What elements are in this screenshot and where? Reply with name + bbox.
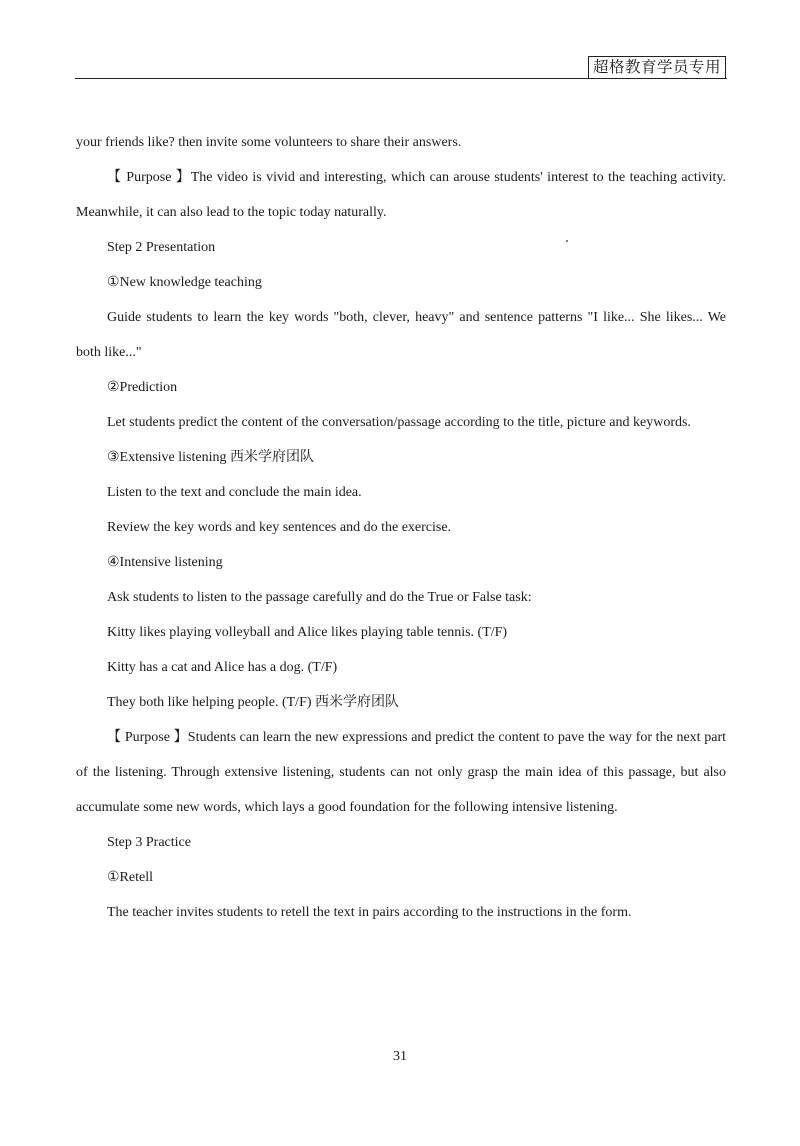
body-paragraph: Guide students to learn the key words "both, clever, heavy" and sentence patterns "I like... She likes... We both like..." (76, 310, 726, 360)
page-body (76, 125, 726, 930)
body-paragraph: Let students predict the content of the conversation/passage according to the title, picture and keywords. (107, 415, 691, 430)
sub-heading: ③Extensive listening 西米学府团队 (107, 450, 314, 465)
sub-heading: ④Intensive listening (107, 555, 223, 570)
continuation-paragraph: your friends like? then invite some volunteers to share their answers. (76, 135, 462, 150)
header-label: 超格教育学员专用 (588, 56, 726, 79)
step-heading: Step 2 Presentation (107, 240, 216, 255)
step-heading: Step 3 Practice (107, 835, 191, 850)
body-paragraph: Review the key words and key sentences and do the exercise. (107, 520, 452, 535)
purpose-paragraph: 【 Purpose 】The video is vivid and interesting, which can arouse students' interest to the teaching activity. Meanwhile, it can also lead to the topic today naturally. (76, 170, 726, 220)
header-rule (75, 78, 727, 79)
page-number: 31 (393, 1049, 407, 1064)
sub-heading: ①New knowledge teaching (107, 275, 262, 290)
task-item: Kitty has a cat and Alice has a dog. (T/F) (107, 660, 338, 675)
sub-heading: ②Prediction (107, 380, 178, 395)
body-paragraph: Ask students to listen to the passage carefully and do the True or False task: (107, 590, 532, 605)
task-item: Kitty likes playing volleyball and Alice likes playing table tennis. (T/F) (107, 625, 508, 640)
task-item: They both like helping people. (T/F) 西米学府团队 (107, 695, 400, 710)
sub-heading: ①Retell (107, 870, 153, 885)
body-paragraph: Listen to the text and conclude the main idea. (107, 485, 362, 500)
body-paragraph: The teacher invites students to retell the text in pairs according to the instructions in the form. (107, 905, 632, 920)
purpose-paragraph: 【 Purpose 】Students can learn the new expressions and predict the content to pave the way for the next part of the listening. Through extensive listening, students can not only grasp the main idea of this passage, but also accumulate some new words, which lays a good foundation for the following intensive listening. (76, 730, 726, 815)
